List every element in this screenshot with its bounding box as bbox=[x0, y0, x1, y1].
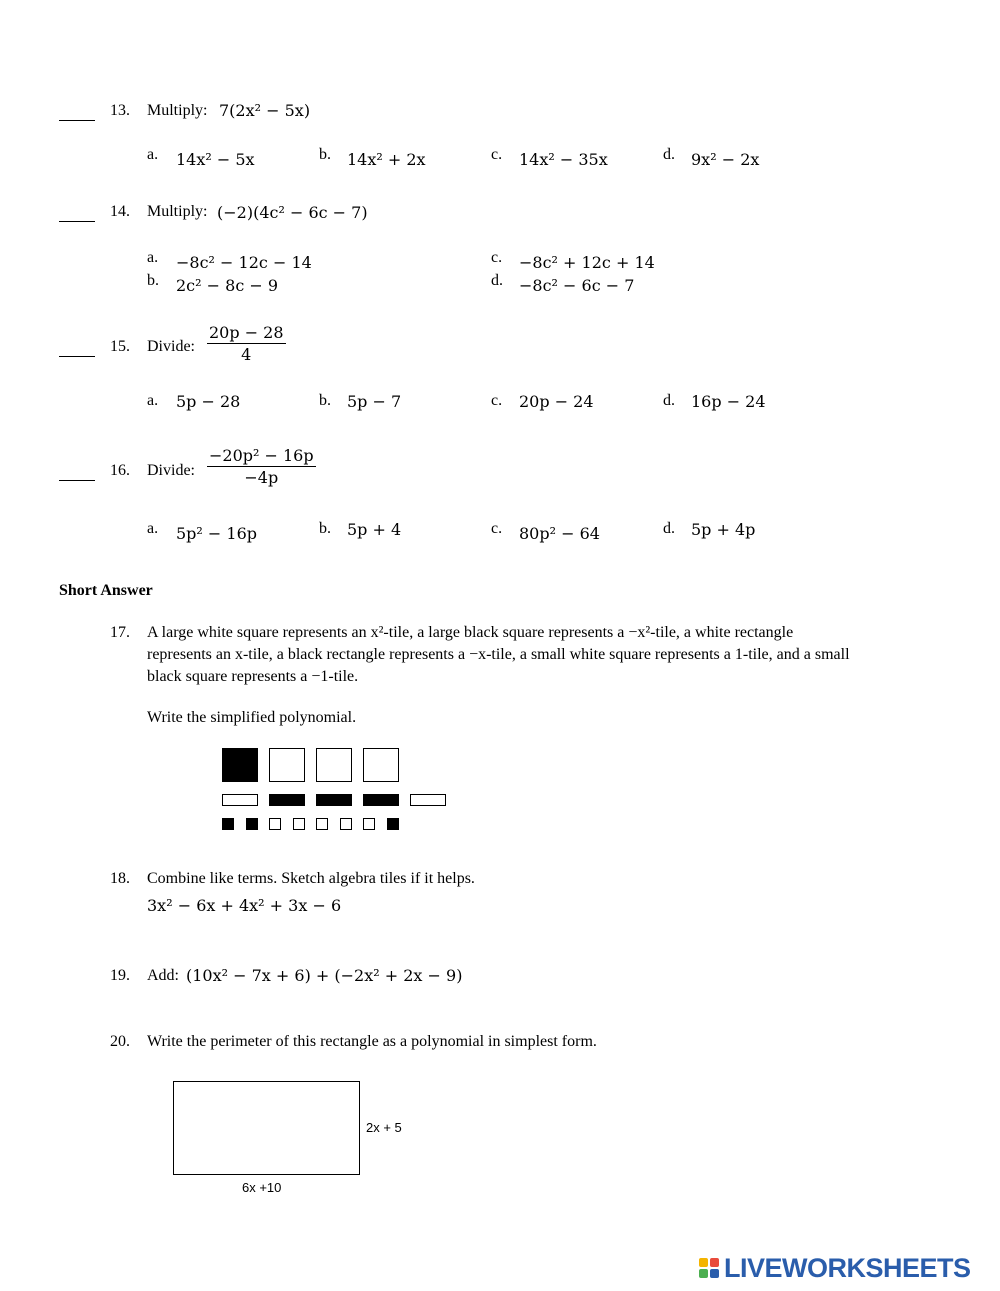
question-number: 18. bbox=[110, 870, 130, 887]
option-c-16[interactable]: 80p² − 64 bbox=[519, 524, 600, 543]
option-a-14[interactable]: −8c² − 12c − 14 bbox=[176, 253, 312, 272]
option-letter: c. bbox=[491, 520, 503, 537]
perimeter-rectangle bbox=[173, 1081, 360, 1175]
unit-tile-black bbox=[246, 818, 258, 830]
option-d-15[interactable]: 16p − 24 bbox=[691, 392, 766, 411]
option-c-13[interactable]: 14x² − 35x bbox=[519, 150, 608, 169]
question-number: 15. bbox=[110, 338, 130, 355]
option-a-13[interactable]: 14x² − 5x bbox=[176, 150, 255, 169]
question-text: Write the perimeter of this rectangle as a polynomial in simplest form. bbox=[147, 1033, 597, 1050]
question-expression: (−2)(4c² − 6c − 7) bbox=[217, 203, 368, 222]
option-letter: c. bbox=[491, 392, 503, 409]
question-instruction: Write the simplified polynomial. bbox=[147, 709, 357, 726]
option-b-13[interactable]: 14x² + 2x bbox=[347, 150, 426, 169]
section-title: Short Answer bbox=[59, 582, 153, 599]
x-tile-white bbox=[222, 794, 258, 806]
answer-blank-15[interactable] bbox=[59, 356, 95, 357]
question-text-line: black square represents a −1-tile. bbox=[147, 668, 359, 685]
fraction-denominator: −4p bbox=[244, 468, 279, 487]
x-tile-black bbox=[316, 794, 352, 806]
question-number: 17. bbox=[110, 624, 130, 641]
unit-tile-white bbox=[316, 818, 328, 830]
option-c-14[interactable]: −8c² + 12c + 14 bbox=[519, 253, 655, 272]
width-label: 6x +10 bbox=[242, 1180, 282, 1195]
question-expression: (10x² − 7x + 6) + (−2x² + 2x − 9) bbox=[186, 966, 463, 985]
x-tile-black bbox=[363, 794, 399, 806]
option-a-15[interactable]: 5p − 28 bbox=[176, 392, 241, 411]
question-number: 19. bbox=[110, 967, 130, 984]
unit-tile-white bbox=[340, 818, 352, 830]
question-prompt: Divide: bbox=[147, 338, 195, 355]
option-letter: b. bbox=[319, 520, 331, 537]
option-letter: a. bbox=[147, 392, 159, 409]
option-letter: a. bbox=[147, 249, 159, 266]
question-expression: 7(2x² − 5x) bbox=[219, 101, 311, 120]
x-tile-black bbox=[269, 794, 305, 806]
fraction-denominator: 4 bbox=[241, 345, 252, 364]
x2-tile-black bbox=[222, 748, 258, 782]
question-expression: 3x² − 6x + 4x² + 3x − 6 bbox=[147, 896, 342, 915]
option-letter: a. bbox=[147, 520, 159, 537]
option-letter: a. bbox=[147, 146, 159, 163]
option-letter: b. bbox=[319, 392, 331, 409]
fraction-numerator: −20p² − 16p bbox=[209, 446, 314, 465]
option-c-15[interactable]: 20p − 24 bbox=[519, 392, 594, 411]
question-text-line: A large white square represents an x²-tile, a large black square represents a −x²-tile, a white rectangle bbox=[147, 624, 794, 641]
option-letter: c. bbox=[491, 146, 503, 163]
unit-tile-white bbox=[269, 818, 281, 830]
unit-tile-black bbox=[387, 818, 399, 830]
x2-tile-white bbox=[363, 748, 399, 782]
question-text: Add: bbox=[147, 967, 179, 984]
question-text: Combine like terms. Sketch algebra tiles if it helps. bbox=[147, 870, 475, 887]
answer-blank-13[interactable] bbox=[59, 120, 95, 121]
answer-blank-16[interactable] bbox=[59, 480, 95, 481]
logo-mark-icon bbox=[699, 1258, 721, 1280]
option-d-14[interactable]: −8c² − 6c − 7 bbox=[519, 276, 635, 295]
height-label: 2x + 5 bbox=[366, 1120, 402, 1135]
option-d-13[interactable]: 9x² − 2x bbox=[691, 150, 760, 169]
x-tile-white bbox=[410, 794, 446, 806]
unit-tile-black bbox=[222, 818, 234, 830]
question-text-line: represents an x-tile, a black rectangle represents a −x-tile, a small white square represents a 1-tile, and a small bbox=[147, 646, 850, 663]
fraction-15 bbox=[203, 323, 286, 364]
question-number: 13. bbox=[110, 102, 130, 119]
option-b-15[interactable]: 5p − 7 bbox=[347, 392, 402, 411]
question-number: 14. bbox=[110, 203, 130, 220]
question-prompt: Multiply: bbox=[147, 102, 208, 119]
answer-blank-14[interactable] bbox=[59, 221, 95, 222]
liveworksheets-logo[interactable]: LIVEWORKSHEETS bbox=[724, 1253, 971, 1283]
option-letter: b. bbox=[319, 146, 331, 163]
option-letter: d. bbox=[663, 392, 675, 409]
fraction-numerator: 20p − 28 bbox=[209, 323, 284, 342]
option-b-16[interactable]: 5p + 4 bbox=[347, 520, 402, 539]
option-letter: d. bbox=[663, 146, 675, 163]
question-prompt: Divide: bbox=[147, 462, 195, 479]
option-a-16[interactable]: 5p² − 16p bbox=[176, 524, 258, 543]
option-letter: b. bbox=[147, 272, 159, 289]
option-letter: c. bbox=[491, 249, 503, 266]
question-number: 20. bbox=[110, 1033, 130, 1050]
question-number: 16. bbox=[110, 462, 130, 479]
x2-tile-white bbox=[316, 748, 352, 782]
option-letter: d. bbox=[491, 272, 503, 289]
option-d-16[interactable]: 5p + 4p bbox=[691, 520, 756, 539]
x2-tile-white bbox=[269, 748, 305, 782]
question-prompt: Multiply: bbox=[147, 203, 208, 220]
unit-tile-white bbox=[293, 818, 305, 830]
option-b-14[interactable]: 2c² − 8c − 9 bbox=[176, 276, 279, 295]
unit-tile-white bbox=[363, 818, 375, 830]
fraction-16 bbox=[203, 446, 316, 487]
option-letter: d. bbox=[663, 520, 675, 537]
